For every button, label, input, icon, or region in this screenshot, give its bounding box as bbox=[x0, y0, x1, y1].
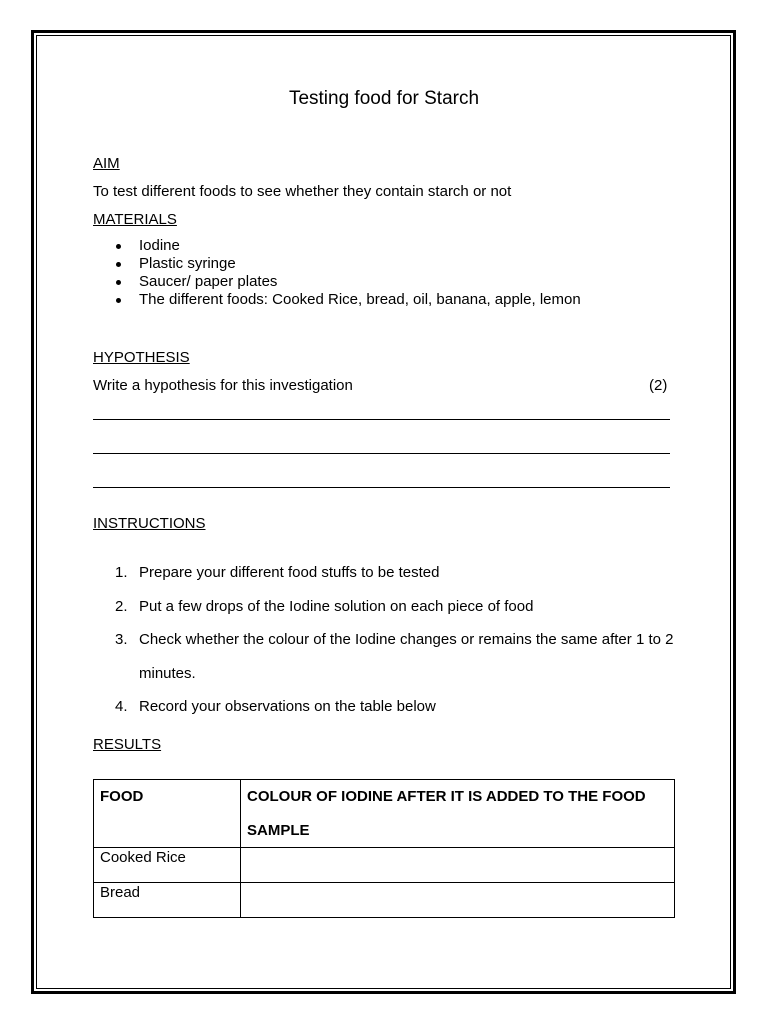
hypothesis-heading: HYPOTHESIS bbox=[93, 349, 190, 366]
bullet-icon bbox=[116, 298, 121, 303]
aim-text: To test different foods to see whether they contain starch or not bbox=[93, 183, 512, 200]
bullet-icon bbox=[116, 280, 121, 285]
food-cell: Cooked Rice bbox=[94, 848, 241, 883]
instructions-heading: INSTRUCTIONS bbox=[93, 515, 206, 532]
results-heading: RESULTS bbox=[93, 736, 162, 753]
list-item: The different foods: Cooked Rice, bread, oil, banana, apple, lemon bbox=[112, 291, 581, 309]
list-item: Iodine bbox=[112, 237, 581, 255]
materials-list bbox=[112, 237, 581, 309]
list-item: 1. Prepare your different food stuffs to be tested bbox=[115, 564, 440, 581]
bullet-icon bbox=[116, 262, 121, 267]
hypothesis-marks: (2) bbox=[649, 377, 668, 394]
table-row bbox=[94, 848, 675, 883]
list-item: Plastic syringe bbox=[112, 255, 581, 273]
instructions-list bbox=[93, 556, 679, 724]
answer-line-1[interactable] bbox=[93, 419, 670, 420]
materials-heading: MATERIALS bbox=[93, 211, 177, 228]
bullet-icon bbox=[116, 244, 121, 249]
column-header-food: FOOD bbox=[94, 780, 241, 848]
table-header-row bbox=[94, 780, 675, 848]
table-row bbox=[94, 883, 675, 918]
list-item: 3. Check whether the colour of the Iodine changes or remains the same after 1 to 2 minutes. bbox=[115, 631, 674, 682]
list-item: Saucer/ paper plates bbox=[112, 273, 581, 291]
food-cell: Bread bbox=[94, 883, 241, 918]
list-item: 4. Record your observations on the table below bbox=[115, 698, 436, 715]
aim-heading: AIM bbox=[93, 155, 120, 172]
answer-line-2[interactable] bbox=[93, 453, 670, 454]
answer-line-3[interactable] bbox=[93, 487, 670, 488]
results-table bbox=[93, 779, 675, 918]
page-title: Testing food for Starch bbox=[288, 88, 480, 109]
hypothesis-prompt: Write a hypothesis for this investigation bbox=[93, 377, 353, 394]
colour-answer-cell[interactable] bbox=[241, 883, 675, 918]
list-item: 2. Put a few drops of the Iodine solution on each piece of food bbox=[115, 597, 534, 615]
column-header-colour: COLOUR OF IODINE AFTER IT IS ADDED TO THE FOOD SAMPLE bbox=[241, 780, 675, 848]
colour-answer-cell[interactable] bbox=[241, 848, 675, 883]
